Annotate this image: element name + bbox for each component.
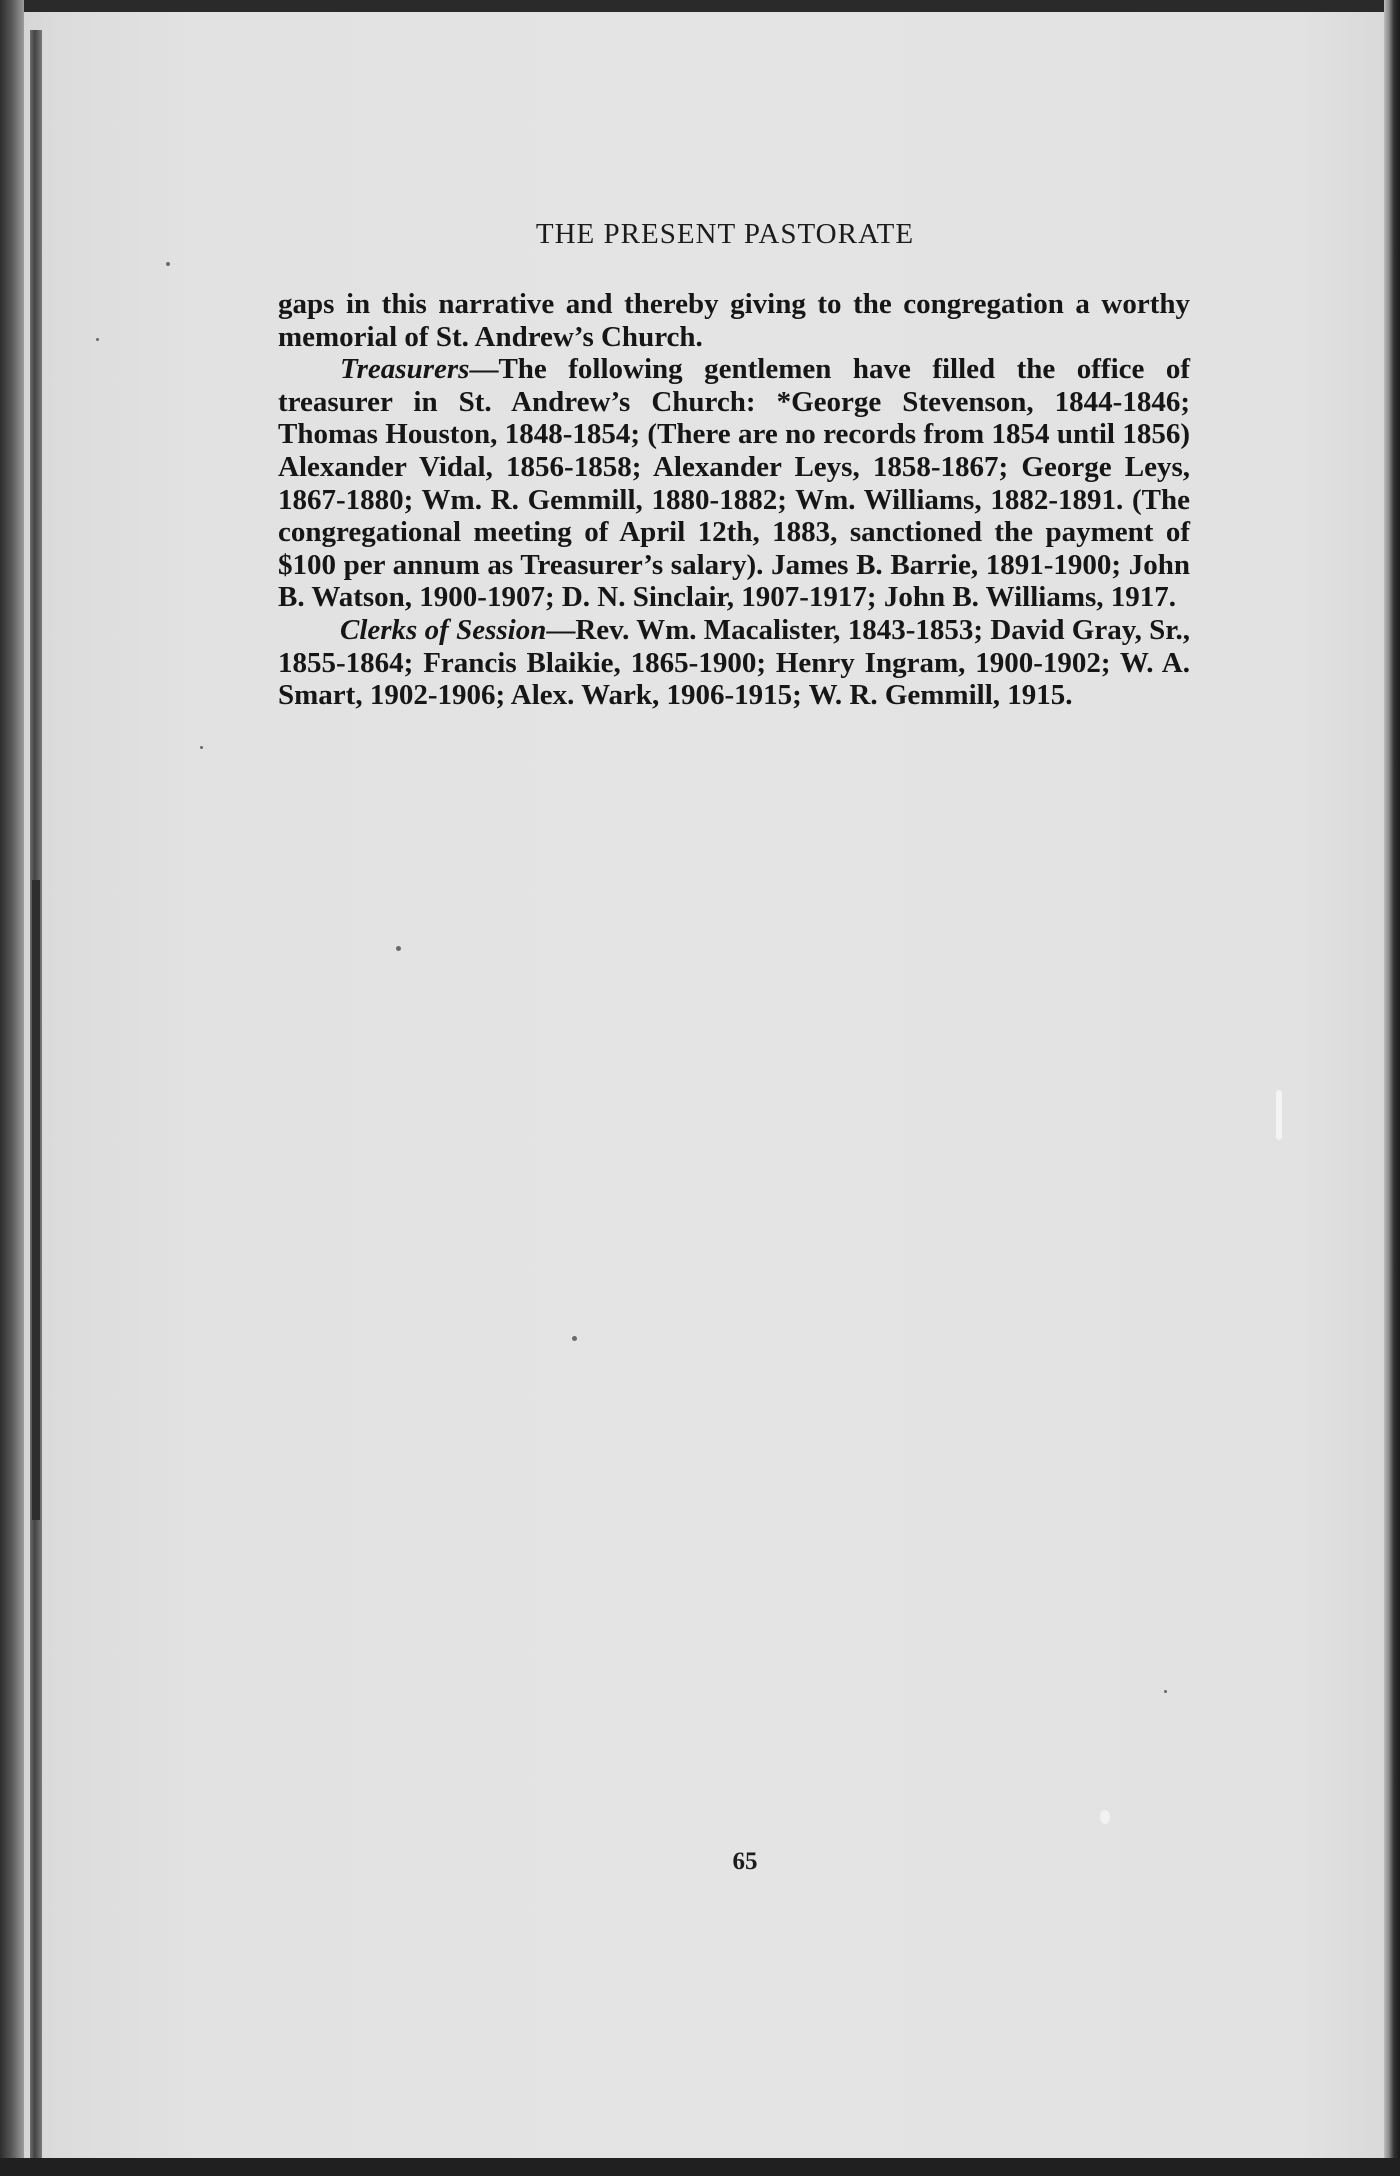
paper-speck — [1100, 1810, 1110, 1824]
treasurers-paragraph — [278, 353, 1190, 614]
treasurers-lead: Treasurers — [340, 353, 470, 386]
paper-speck — [166, 262, 170, 266]
paper-speck — [1164, 1690, 1167, 1693]
page-right-edge — [1384, 0, 1400, 2176]
spine-shadow — [32, 880, 40, 1520]
paper-speck — [396, 946, 401, 951]
continuation-paragraph: gaps in this narrative and thereby giving to the congregation a worthy memorial of St. Andrew’s Church. — [278, 288, 1190, 353]
body-text — [278, 288, 1190, 712]
clerks-lead: Clerks of Session — [340, 613, 547, 646]
running-head: THE PRESENT PASTORATE — [535, 218, 915, 250]
treasurers-text: —The following gentlemen have filled the office of treasurer in St. Andrew’s Church: *George Stevenson, 1844-1846; Thomas Houston, 1848-1854; (There are no records from 1854 until 1856) Alexander Vidal, 1856-1858; Alexander Leys, 1858-1867; George Leys, 1867-1880; Wm. R. Gemmill, 1880-1882; Wm. Williams, 1882-1891. (The congregational meeting of April 12th, 1883, sanctioned the payment of $100 per annum as Treasurer’s salary). James B. Barrie, 1891-1900; John B. Watson, 1900-1907; D. N. Sinclair, 1907-1917; John B. Williams, 1917. — [278, 353, 1190, 614]
paper-speck — [572, 1336, 577, 1341]
scan-bottom-edge — [0, 2158, 1400, 2176]
scan-left-edge — [0, 0, 24, 2176]
paper-speck — [200, 746, 203, 749]
clerks-paragraph — [278, 614, 1190, 712]
paper-speck — [96, 338, 99, 341]
paper-speck — [1276, 1090, 1282, 1140]
page-number: 65 — [732, 1848, 758, 1875]
clerks-text: —Rev. Wm. Macalister, 1843-1853; David Gray, Sr., 1855-1864; Francis Blaikie, 1865-1900; Henry Ingram, 1900-1902; W. A. Smart, 1902-1906; Alex. Wark, 1906-1915; W. R. Gemmill, 1915. — [278, 613, 1190, 712]
scan-top-edge — [0, 0, 1400, 12]
